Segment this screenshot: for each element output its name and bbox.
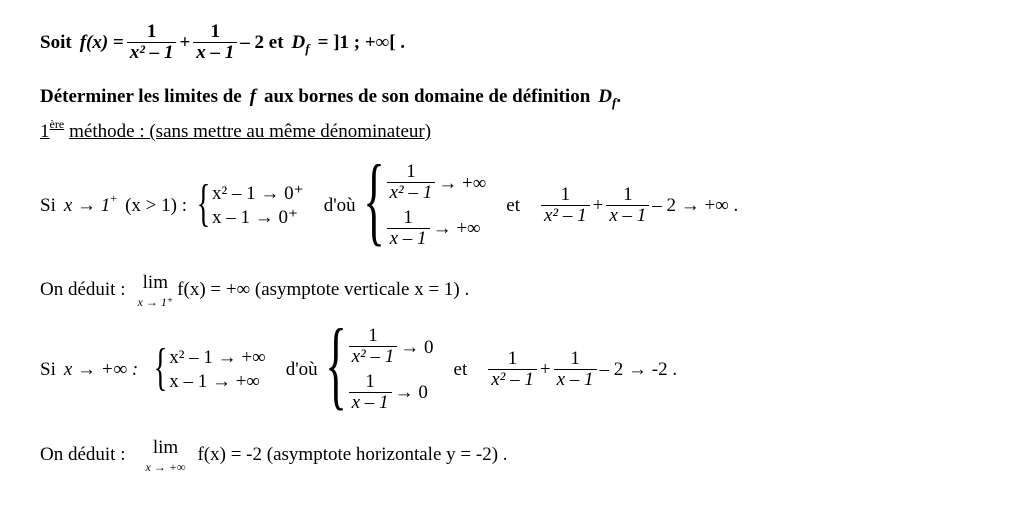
fraction-den: x² – 1 <box>127 42 177 64</box>
fx-label: f(x) = <box>79 31 124 53</box>
dou-label: d'où <box>323 195 356 216</box>
limit-operator <box>146 437 186 473</box>
deduction-2 <box>40 437 508 473</box>
plus-sign: + <box>539 359 551 380</box>
fraction-num: 1 <box>368 325 378 347</box>
fraction-den: x² – 1 <box>488 369 537 391</box>
fraction <box>387 208 430 250</box>
condition: (x > 1) : <box>125 195 187 216</box>
limit-system <box>346 326 434 414</box>
method-superscript: ère <box>49 116 65 131</box>
limit-value: → +∞ <box>432 218 481 240</box>
lim-text: lim <box>142 272 168 293</box>
fraction-1 <box>127 22 177 64</box>
fraction-den: x – 1 <box>606 205 649 227</box>
system-row-2: x – 1 → 0⁺ <box>211 207 298 228</box>
si-label: Si <box>40 359 56 380</box>
fraction <box>349 372 392 414</box>
lim-under: x → 1⁺ <box>137 295 174 309</box>
lim-under: x → +∞ <box>145 460 186 474</box>
fraction-num: 1 <box>210 21 221 42</box>
method-text: méthode : (sans mettre au même dénominateur) <box>69 121 432 142</box>
limit-row-2 <box>384 208 487 250</box>
fraction-num: 1 <box>365 371 375 392</box>
limit-row-1 <box>346 326 434 368</box>
deduction-expr: f(x) = -2 (asymptote horizontale y = -2) . <box>197 444 508 465</box>
fraction <box>606 185 649 227</box>
task-text-2: aux bornes de son domaine de définition <box>264 86 591 107</box>
et-label: et <box>453 359 468 380</box>
period: . <box>616 86 622 107</box>
plus-superscript: + <box>110 190 118 205</box>
limit-operator <box>138 272 174 308</box>
limit-value: → 0 <box>400 336 434 358</box>
limit-row-1 <box>384 162 487 204</box>
rest-text: – 2 et <box>240 31 284 53</box>
limit-result: – 2 → -2 . <box>599 359 678 380</box>
fraction-num: 1 <box>403 207 413 228</box>
system-row-2: x – 1 → +∞ <box>169 371 260 392</box>
fraction-2 <box>193 22 237 64</box>
domain-subscript: f <box>612 95 617 110</box>
system-row-1: x² – 1 → 0⁺ <box>211 183 304 205</box>
method-number: 1 <box>40 121 50 142</box>
function-definition <box>40 22 405 64</box>
si-label: Si <box>40 195 56 216</box>
fraction-num: 1 <box>560 184 571 206</box>
fraction-num: 1 <box>507 348 518 370</box>
deduction-1 <box>40 272 469 308</box>
case-x-to-infinity <box>40 308 678 419</box>
left-brace-icon: { <box>362 144 385 255</box>
fraction-den: x – 1 <box>349 392 392 414</box>
limit-result: – 2 → +∞ . <box>652 195 739 216</box>
deduction-expr: f(x) = +∞ (asymptote verticale x = 1) . <box>177 279 470 300</box>
fraction <box>554 349 597 391</box>
limit-system <box>384 162 487 250</box>
left-brace-icon: { <box>196 175 211 232</box>
deduit-label: On déduit : <box>40 279 126 300</box>
plus-sign: + <box>179 31 191 53</box>
limit-row-2 <box>346 372 434 414</box>
left-brace-icon: { <box>153 339 168 396</box>
limit-value: → 0 <box>394 382 428 404</box>
domain-interval: = ]1 ; +∞[ . <box>317 31 406 53</box>
fraction-den: x² – 1 <box>387 182 436 204</box>
x-to-label: x → +∞ : <box>63 359 139 380</box>
fraction-num: 1 <box>570 348 580 370</box>
fraction <box>349 326 398 368</box>
domain-subscript: f <box>305 40 310 56</box>
case-x-to-1 <box>40 144 739 255</box>
domain-symbol: D <box>598 86 613 107</box>
f-symbol: f <box>249 86 257 107</box>
lim-text: lim <box>152 437 179 458</box>
domain-symbol: D <box>291 31 306 53</box>
system-block <box>169 346 265 394</box>
fraction <box>488 349 537 391</box>
fraction-num: 1 <box>406 161 416 183</box>
fraction-den: x² – 1 <box>349 346 398 368</box>
fraction-den: x – 1 <box>554 369 597 391</box>
method-heading <box>40 116 432 143</box>
task-text: Déterminer les limites de <box>40 86 242 107</box>
task-statement <box>40 86 621 108</box>
system-row-1: x² – 1 → +∞ <box>169 347 266 369</box>
deduit-label: On déduit : <box>40 444 126 465</box>
system-block <box>212 182 304 230</box>
fraction-num: 1 <box>623 184 633 206</box>
left-brace-icon: { <box>324 308 347 419</box>
dou-label: d'où <box>285 359 318 380</box>
plus-sign: + <box>592 195 604 216</box>
fraction-den: x² – 1 <box>541 205 590 227</box>
fraction <box>387 162 436 204</box>
x-to-label: x → 1 <box>63 195 111 216</box>
et-label: et <box>506 195 520 216</box>
fraction-num: 1 <box>146 21 157 42</box>
limit-value: → +∞ <box>438 172 487 194</box>
fraction <box>541 185 590 227</box>
fraction-den: x – 1 <box>387 228 430 250</box>
fraction-den: x – 1 <box>193 42 237 64</box>
soit-label: Soit <box>40 31 72 53</box>
